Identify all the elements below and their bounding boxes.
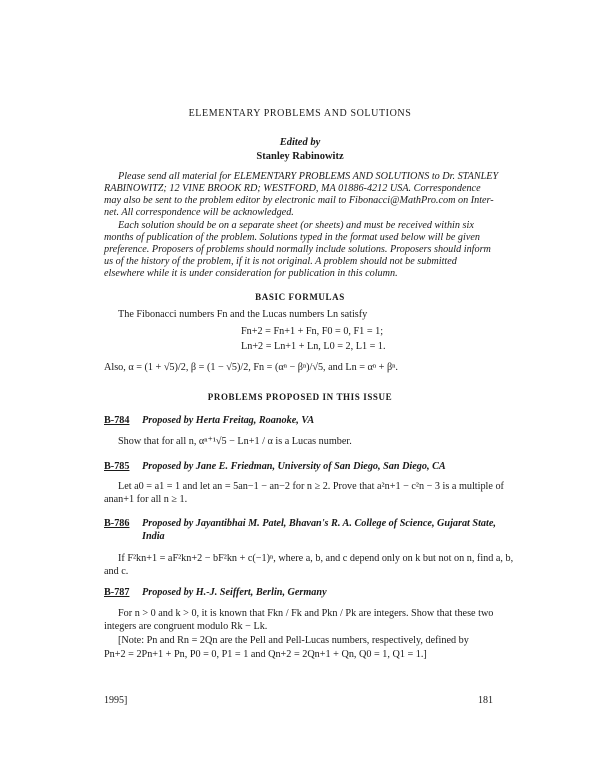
problem-text: If F²kn+1 = aF²kn+2 − bF²kn + c(−1)ⁿ, where a, b, and c depend only on k but not on n, find a, b,	[118, 553, 514, 564]
problem-text: integers are congruent modulo Rk − Lk.	[104, 621, 268, 632]
section-title: ELEMENTARY PROBLEMS AND SOLUTIONS	[188, 108, 412, 119]
intro-line: elsewhere while it is under consideration for publication in this column.	[104, 268, 398, 279]
page-number: 181	[478, 695, 493, 706]
problem-text: Show that for all n, αⁿ⁺¹√5 − Ln+1 / α is a Lucas number.	[118, 436, 352, 447]
problem-note: Pn+2 = 2Pn+1 + Pn, P0 = 0, P1 = 1 and Qn+2 = 2Qn+1 + Qn, Q0 = 1, Q1 = 1.]	[104, 649, 427, 660]
intro-line: preference. Proposers of problems should normally include solutions. Proposers should inform	[104, 244, 491, 255]
problem-id: B-785	[104, 461, 130, 472]
problem-id: B-787	[104, 587, 130, 598]
basic-intro: The Fibonacci numbers Fn and the Lucas numbers Ln satisfy	[118, 309, 368, 320]
fibonacci-recurrence: Fn+2 = Fn+1 + Fn, F0 = 0, F1 = 1;	[241, 326, 384, 337]
editor-name: Stanley Rabinowitz	[256, 151, 344, 162]
intro-line: us of the history of the problem, if it is not original. A problem should not be submitted	[104, 256, 457, 267]
intro-line: Each solution should be on a separate sheet (or sheets) and must be received within six	[118, 220, 474, 231]
basic-formulas-heading: BASIC FORMULAS	[255, 292, 345, 302]
lucas-recurrence: Ln+2 = Ln+1 + Ln, L0 = 2, L1 = 1.	[241, 341, 386, 352]
problem-text: and c.	[104, 566, 129, 577]
problem-proposer: Proposed by Herta Freitag, Roanoke, VA	[142, 415, 315, 426]
problem-proposer: Proposed by Jane E. Friedman, University of San Diego, San Diego, CA	[142, 461, 446, 472]
problem-id: B-786	[104, 518, 130, 529]
edited-by-label: Edited by	[279, 137, 321, 148]
binet-formulas: Also, α = (1 + √5)/2, β = (1 − √5)/2, Fn = (αⁿ − βⁿ)/√5, and Ln = αⁿ + βⁿ.	[104, 362, 398, 373]
intro-line: net. All correspondence will be acknowledged.	[104, 207, 294, 218]
problem-proposer: India	[142, 531, 165, 542]
problem-text: Let a0 = a1 = 1 and let an = 5an−1 − an−2 for n ≥ 2. Prove that a²n+1 − c²n − 3 is a multiple of	[118, 481, 504, 492]
problem-text: For n > 0 and k > 0, it is known that Fkn / Fk and Pkn / Pk are integers. Show that these two	[118, 608, 494, 619]
intro-line: months of publication of the problem. Solutions typed in the format used below will be given	[104, 232, 480, 243]
problem-id: B-784	[104, 415, 130, 426]
problem-proposer: Proposed by H.-J. Seiffert, Berlin, Germany	[142, 587, 327, 598]
footer-year: 1995]	[104, 695, 128, 706]
problem-note: [Note: Pn and Rn = 2Qn are the Pell and Pell-Lucas numbers, respectively, defined by	[118, 635, 469, 646]
intro-line: RABINOWITZ; 12 VINE BROOK RD; WESTFORD, MA 01886-4212 USA. Correspondence	[104, 183, 481, 194]
problems-proposed-heading: PROBLEMS PROPOSED IN THIS ISSUE	[207, 392, 393, 402]
problem-proposer: Proposed by Jayantibhai M. Patel, Bhavan's R. A. College of Science, Gujarat State,	[142, 518, 496, 529]
intro-line: Please send all material for ELEMENTARY PROBLEMS AND SOLUTIONS to Dr. STANLEY	[118, 171, 499, 182]
intro-line: may also be sent to the problem editor by electronic mail to Fibonacci@MathPro.com on Inter-	[104, 195, 494, 206]
problem-text: anan+1 for all n ≥ 1.	[104, 494, 188, 505]
